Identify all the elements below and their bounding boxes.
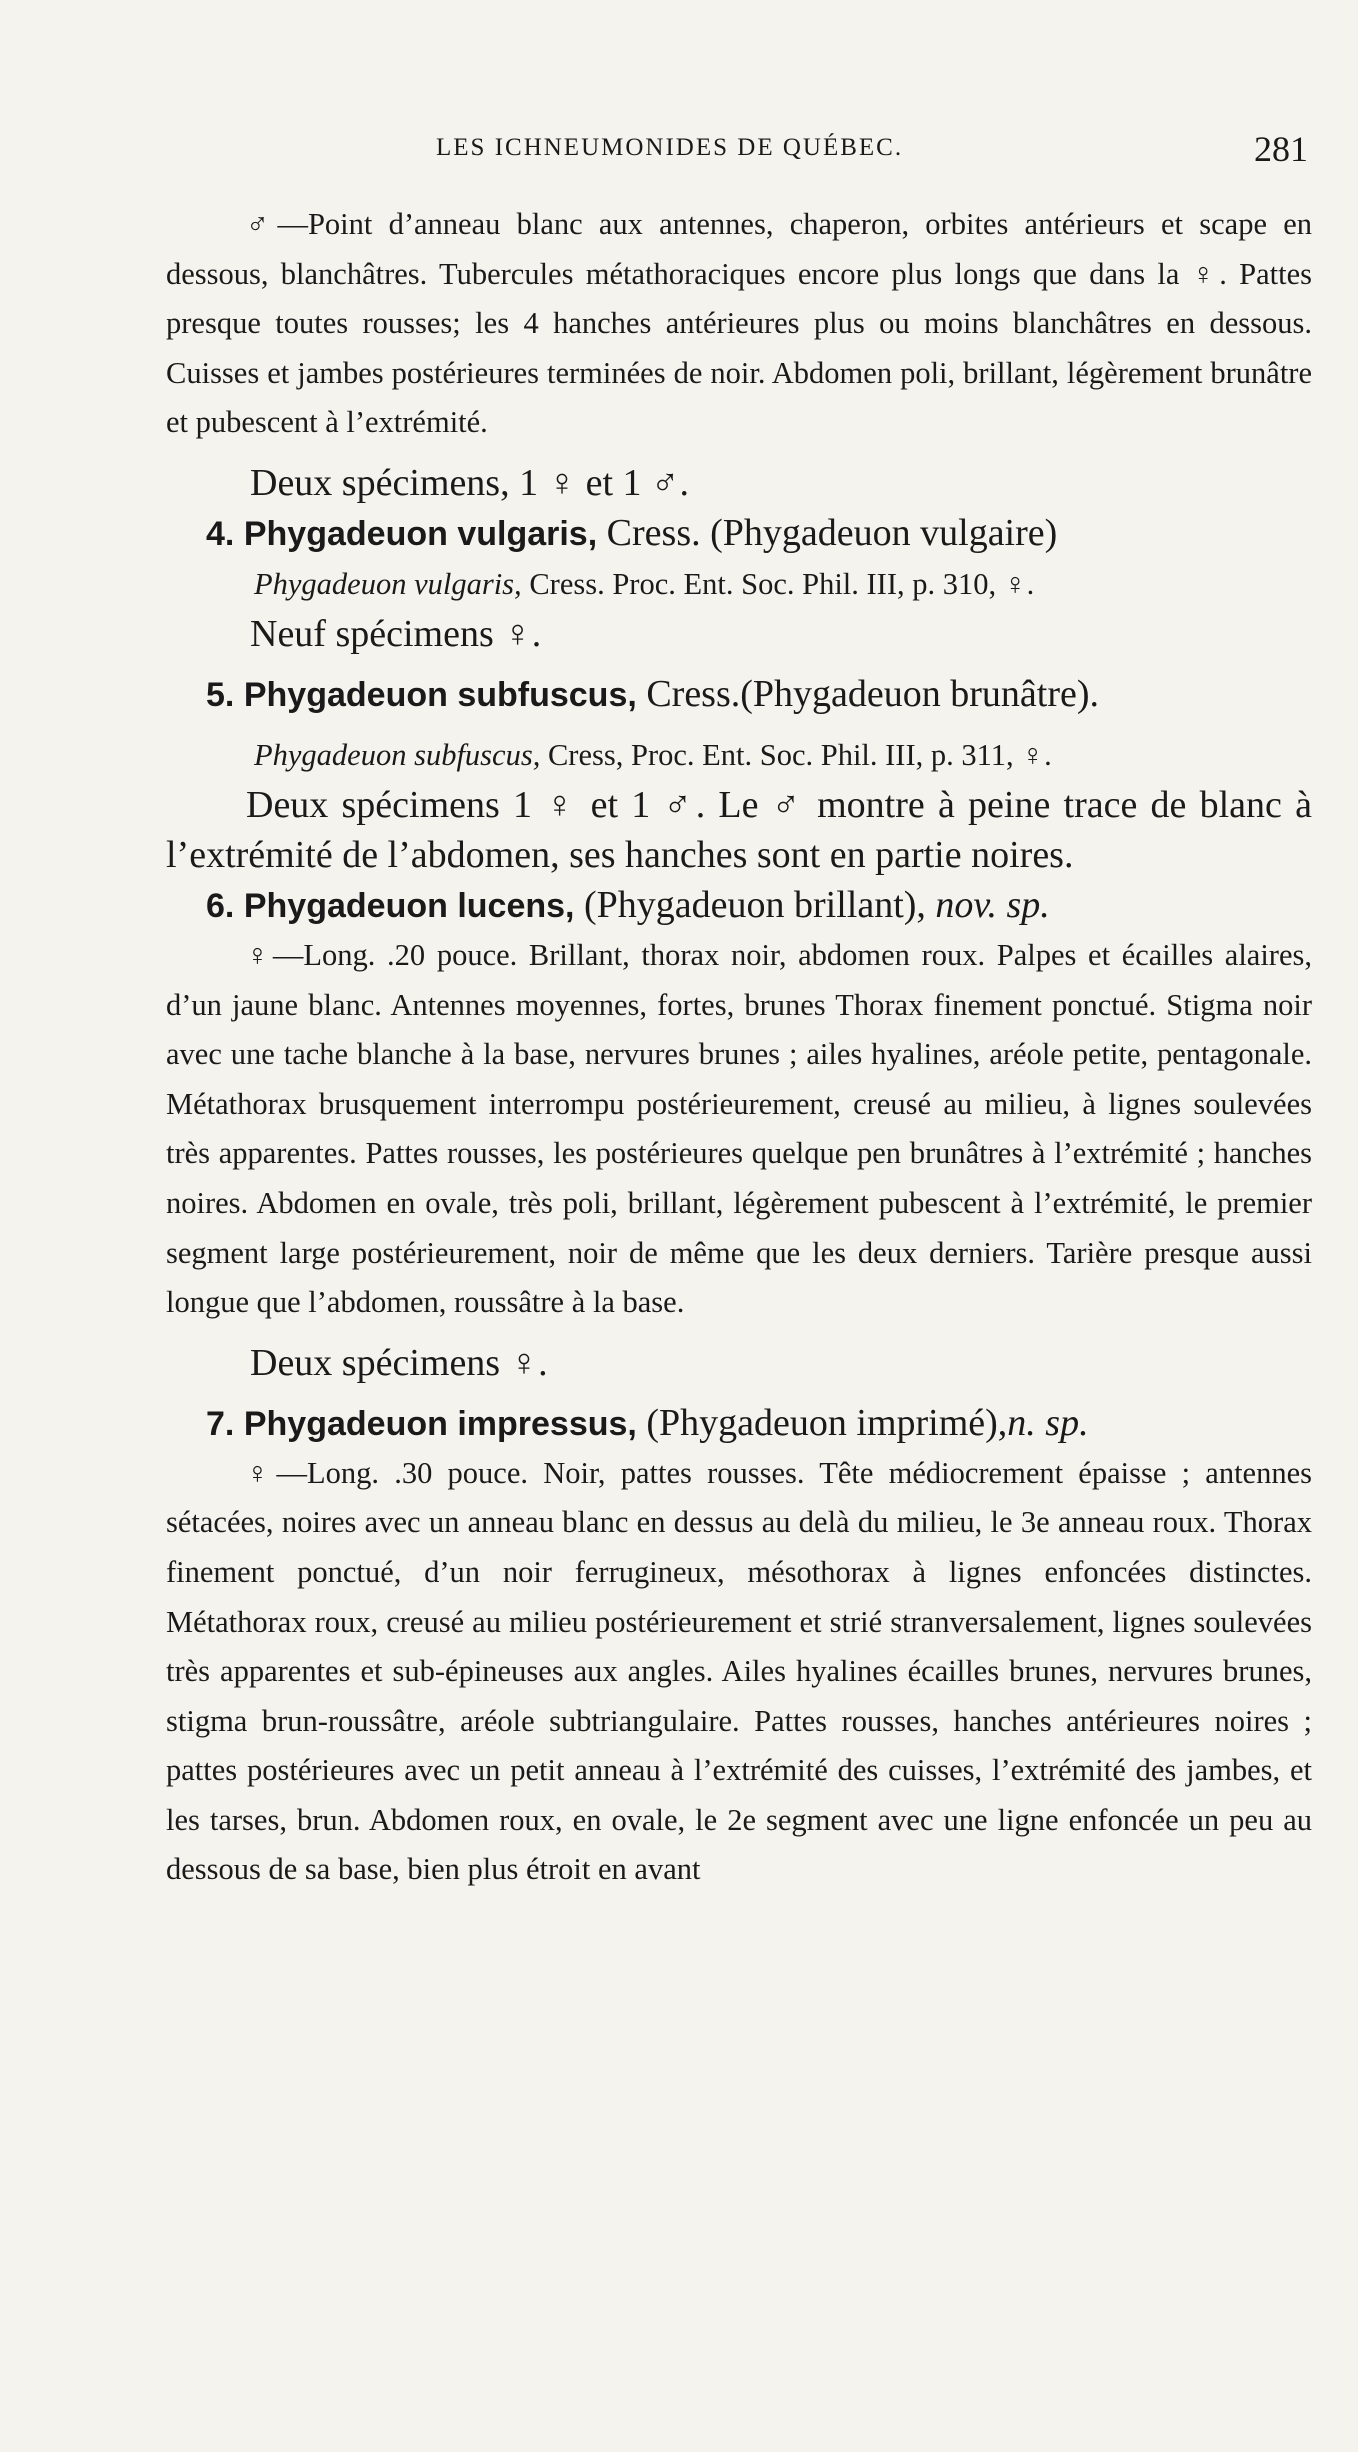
species-name: Phygadeuon lucens, [243,886,575,925]
species-number: 6. [206,886,235,925]
specimen-count: Neuf spécimens ♀. [250,612,542,655]
specimen-note: Deux spécimens 1 ♀ et 1 ♂. Le ♂ montre à peine trace de blanc à l’extrémité de l’abdomen, ses hanches sont en partie noires. [166,783,1312,876]
citation-ref: Cress. Proc. Ent. Soc. Phil. III, p. 310, ♀. [529,566,1035,601]
species-common-name: (Phygadeuon imprimé), [646,1401,1008,1444]
new-species-label: n. sp. [1007,1401,1089,1444]
running-title: LES ICHNEUMONIDES DE QUÉBEC. [436,134,904,161]
male-description: ♂—Point d’anneau blanc aux antennes, chaperon, orbites antérieurs et scape en dessous, blanchâtres. Tubercules métathoraciques encore plus longs que dans la ♀. Pattes presque toutes rousses; les 4 hanches antérieures plus ou moins blanchâtres en dessous. Cuisses et jambes postérieures terminées de noir. Abdomen poli, brillant, légèrement brunâtre et pubescent à l’extrémité. [166,207,1312,440]
new-species-label: nov. sp. [935,883,1050,926]
page-body [166,200,1312,1895]
species-heading [166,508,1312,559]
specimen-count: Deux spécimens, 1 ♀ et 1 ♂. [250,461,690,504]
species-name: Phygadeuon vulgaris, [243,514,598,553]
species-author-common: Cress.(Phygadeuon brunâtre). [646,672,1100,715]
species-number: 4. [206,514,235,553]
species-number: 7. [206,1404,235,1443]
citation-name: Phygadeuon vulgaris, [254,566,522,601]
citation [166,730,1312,780]
specimen-count: Deux spécimens ♀. [250,1341,548,1384]
species-name: Phygadeuon subfuscus, [243,675,637,714]
species-heading [166,669,1312,720]
species-description: ♀—Long. .30 pouce. Noir, pattes rousses. Tête médiocrement épaisse ; antennes sétacées, noires avec un anneau blanc en dessus au delà du milieu, le 3e anneau roux. Thorax finement ponctué, d’un noir ferrugineux, mésothorax à lignes enfoncées distinctes. Métathorax roux, creusé au milieu postérieurement et strié stranversalement, lignes soulevées très apparentes et sub-épineuses aux angles. Ailes hyalines écailles brunes, nervures brunes, stigma brun-roussâtre, aréole subtriangulaire. Pattes rousses, hanches antérieures noires ; pattes postérieures avec un petit anneau à l’extrémité des cuisses, l’extrémité des jambes, et les tarses, brun. Abdomen roux, en ovale, le 2e segment avec une ligne enfoncée un peu au dessous de sa base, bien plus étroit en avant [166,1455,1312,1887]
species-description: ♀—Long. .20 pouce. Brillant, thorax noir, abdomen roux. Palpes et écailles alaires, d’un jaune blanc. Antennes moyennes, fortes, brunes Thorax finement ponctué. Stigma noir avec une tache blanche à la base, nervures brunes ; ailes hyalines, aréole petite, pentagonale. Métathorax brusquement interrompu postérieurement, creusé au milieu, à lignes soulevées très apparentes. Pattes rousses, les postérieures quelque pen brunâtres à l’extrémité ; hanches noires. Abdomen en ovale, très poli, brillant, légèrement pubescent à l’extrémité, le premier segment large postérieurement, noir de même que les deux derniers. Tarière presque aussi longue que l’abdomen, roussâtre à la base. [166,937,1312,1320]
species-number: 5. [206,675,235,714]
species-name: Phygadeuon impressus, [243,1404,637,1443]
page-header [168,128,1308,178]
species-heading [166,1398,1312,1449]
citation-ref: Cress, Proc. Ent. Soc. Phil. III, p. 311, ♀. [547,737,1052,772]
page-number: 281 [1254,129,1308,169]
species-heading [166,880,1312,931]
species-common-name: (Phygadeuon brillant), [583,883,926,926]
species-author-common: Cress. (Phygadeuon vulgaire) [606,511,1058,554]
citation [166,559,1312,609]
citation-name: Phygadeuon subfuscus, [254,737,541,772]
